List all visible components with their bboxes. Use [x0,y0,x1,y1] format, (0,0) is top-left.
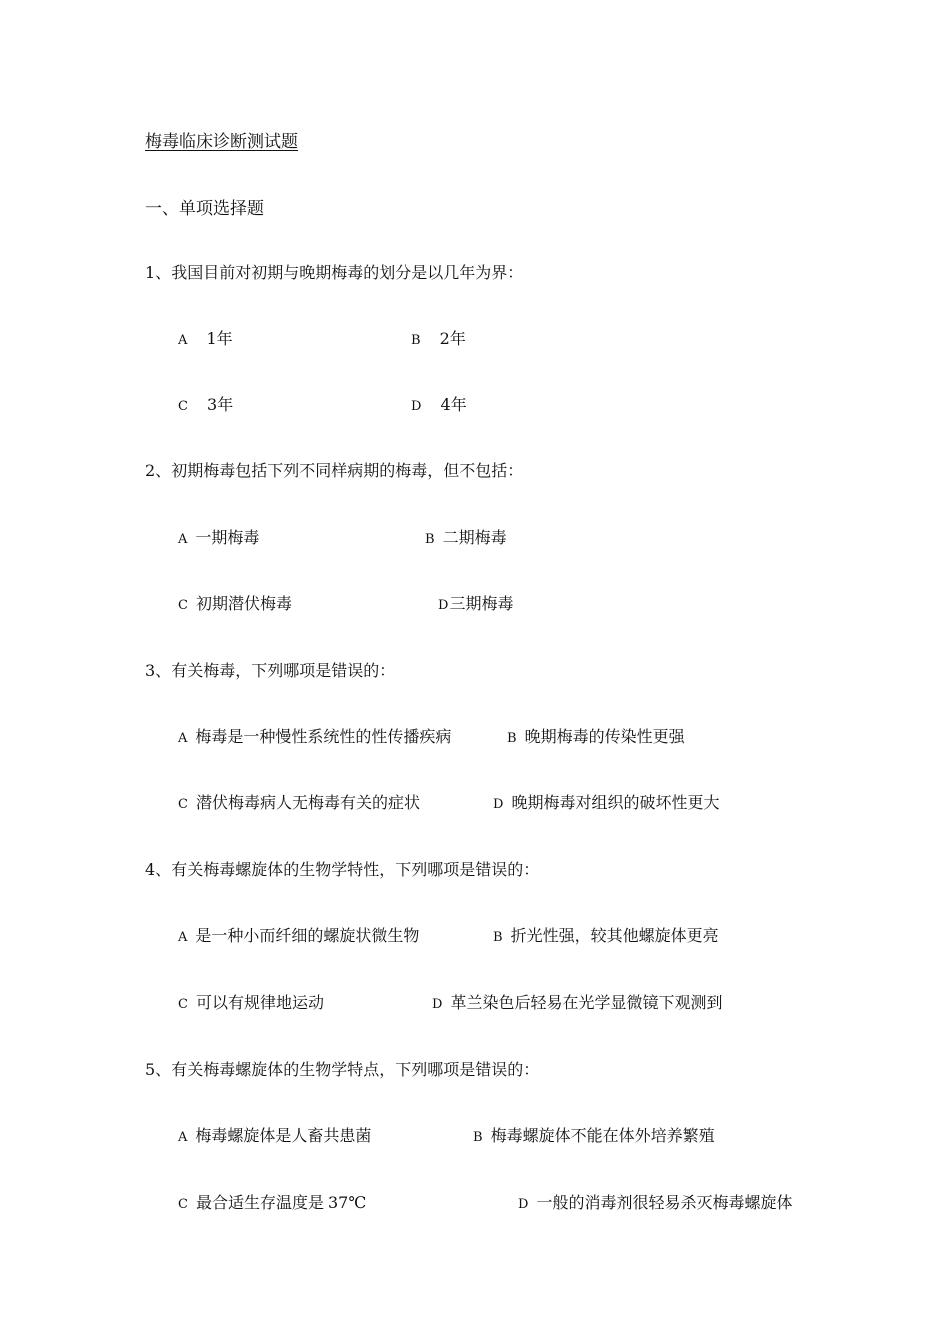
option-text: 年 [217,395,234,414]
option-letter: B [493,930,503,945]
question-number: 3、 [145,661,172,680]
option-letter: C [178,399,188,414]
option-letter: B [473,1130,483,1145]
option-4d [432,990,722,1013]
page-title: 梅毒临床诊断测试题 [145,132,298,152]
option-text: 潜伏梅毒病人无梅毒有关的症状 [195,793,420,812]
option-3a [178,724,451,747]
option-3b [507,724,685,747]
option-letter: A [178,1130,188,1145]
option-text: 梅毒是一种慢性系统性的性传播疾病 [195,727,452,746]
option-letter: C [178,997,188,1012]
option-3c [178,790,420,813]
option-text: 年 [449,329,466,348]
option-5c [178,1190,366,1213]
option-number: 37℃ [327,1193,367,1212]
option-text: 革兰染色后轻易在光学显微镜下观测到 [450,993,723,1012]
option-5d [518,1190,792,1213]
option-text: 梅毒螺旋体是人畜共患菌 [195,1126,372,1145]
question-3 [145,658,395,681]
option-2c [178,591,292,614]
option-5a [178,1123,371,1146]
question-2 [145,458,523,481]
question-text: 我国目前对初期与晚期梅毒的划分是以几年为界： [171,263,524,282]
option-text: 梅毒螺旋体不能在体外培养繁殖 [490,1126,715,1145]
option-4a [178,923,419,946]
option-1b [411,326,466,349]
option-letter: A [178,731,188,746]
option-letter: C [178,797,188,812]
question-1 [145,260,523,283]
option-letter: C [178,598,188,613]
option-1d [411,392,467,415]
option-letter: D [438,598,449,613]
question-5 [145,1057,539,1080]
question-text: 有关梅毒，下列哪项是错误的： [171,661,396,680]
option-text: 二期梅毒 [442,528,507,547]
option-3d [493,790,719,813]
option-letter: C [178,1197,188,1212]
question-number: 1、 [145,263,172,282]
question-text: 有关梅毒螺旋体的生物学特点，下列哪项是错误的： [171,1060,540,1079]
option-letter: B [507,731,517,746]
option-text: 可以有规律地运动 [195,993,324,1012]
option-letter: B [425,532,435,547]
option-letter: D [518,1197,529,1212]
option-text: 最合适生存温度是 [195,1193,324,1212]
section-heading: 一、单项选择题 [145,199,264,219]
option-text: 是一种小而纤细的螺旋状微生物 [195,926,420,945]
option-text: 年 [450,395,467,414]
option-4b [493,923,719,946]
question-number: 5、 [145,1060,172,1079]
question-number: 4、 [145,860,172,879]
option-letter: A [178,930,188,945]
option-text: 晚期梅毒对组织的破坏性更大 [511,793,720,812]
option-number: 2 [439,329,450,348]
question-text: 初期梅毒包括下列不同样病期的梅毒，但不包括： [171,461,524,480]
question-number: 2、 [145,461,172,480]
option-number: 3 [207,395,218,414]
option-text: 三期梅毒 [449,594,514,613]
option-letter: D [432,997,443,1012]
option-number: 1 [206,329,217,348]
option-text: 初期潜伏梅毒 [195,594,292,613]
option-letter: D [493,797,504,812]
option-1c [178,392,233,415]
option-4c [178,990,324,1013]
option-text: 晚期梅毒的传染性更强 [524,727,685,746]
option-text: 一般的消毒剂很轻易杀灭梅毒螺旋体 [536,1193,793,1212]
option-number: 4 [440,395,451,414]
option-letter: A [178,532,188,547]
option-5b [473,1123,715,1146]
question-4 [145,857,539,880]
option-text: 折光性强，较其他螺旋体更亮 [510,926,719,945]
question-text: 有关梅毒螺旋体的生物学特性，下列哪项是错误的： [171,860,540,879]
option-letter: B [411,333,421,348]
option-1a [178,326,233,349]
option-letter: D [411,399,422,414]
option-text: 年 [216,329,233,348]
option-2d [438,591,513,614]
option-2b [425,525,507,548]
option-letter: A [178,333,188,348]
option-text: 一期梅毒 [195,528,260,547]
option-2a [178,525,259,548]
